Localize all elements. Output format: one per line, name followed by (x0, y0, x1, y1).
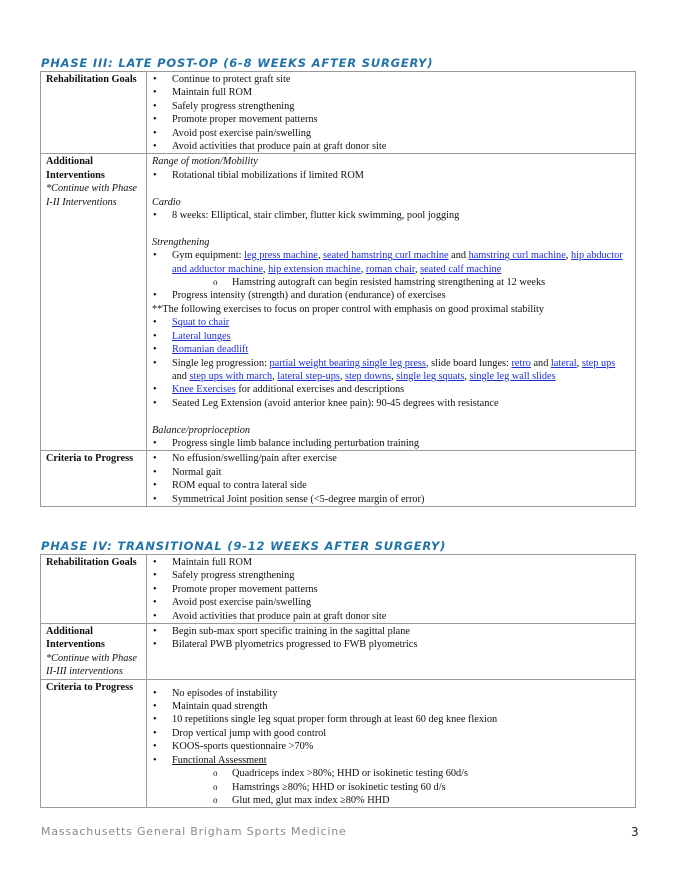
phase4-criteria-content (147, 679, 636, 808)
phase4-table (40, 554, 636, 808)
list-item: o Glut med, glut max index ≥80% HHD (172, 794, 631, 807)
phase3-goals-label: Rehabilitation Goals (46, 74, 137, 85)
phase4-goals-row (41, 555, 636, 624)
knee-exercises-link[interactable]: Knee Exercises (172, 384, 236, 396)
list-item: • Promote proper movement patterns (152, 113, 631, 126)
hamstring-autograft-note: o Hamstring autograft can begin resisted hamstring strengthening at 12 weeks (172, 276, 631, 289)
phase4-criteria-label: Criteria to Progress (46, 681, 134, 693)
list-item: • Safely progress strengthening (152, 100, 631, 113)
functional-assessment-item (152, 754, 631, 808)
single-leg-wall-slides-link[interactable]: single leg wall slides (469, 370, 556, 382)
list-item: • Continue to protect graft site (152, 73, 631, 86)
phase4-goals-label: Rehabilitation Goals (46, 557, 137, 568)
phase3-table (40, 71, 636, 507)
seated-calf-link[interactable]: seated calf machine (420, 263, 502, 275)
phase3-goals-label-cell (41, 72, 147, 154)
page-number: 3 (631, 825, 639, 839)
phase4-criteria-label-cell (41, 679, 147, 808)
list-item: • Knee Exercises for additional exercises and descriptions (152, 383, 631, 396)
list-item: • Seated Leg Extension (avoid anterior knee pain): 90-45 degrees with resistance (152, 397, 631, 410)
list-item (152, 343, 631, 356)
phase4-interventions-note: *Continue with Phase II-III interventions (46, 652, 137, 678)
list-item: • Maintain full ROM (152, 556, 631, 569)
phase3-criteria-row (41, 451, 636, 507)
seated-hamstring-curl-link[interactable]: seated hamstring curl machine (323, 250, 449, 262)
list-item: • No episodes of instability (152, 687, 631, 700)
phase4-goals-content (147, 555, 636, 624)
list-item: • Avoid activities that produce pain at graft donor site (152, 610, 631, 623)
rom-heading: Range of motion/Mobility (152, 156, 258, 168)
phase4-interventions-row (41, 624, 636, 680)
balance-heading: Balance/proprioception (152, 424, 250, 436)
list-item: • Progress single limb balance including perturbation training (152, 437, 631, 450)
single-leg-progression-item: • Single leg progression: partial weight bearing single leg press, slide board lunges: retro and lateral, step ups and step ups with march, lateral step-ups, step downs, single leg squats, single leg wall slides (152, 357, 631, 384)
hip-abductor-adductor-link[interactable]: hip abductor and adductor machine (172, 250, 623, 275)
phase4-interventions-label-cell (41, 624, 147, 680)
step-ups-link[interactable]: step ups (581, 357, 616, 369)
list-item: • Normal gait (152, 466, 631, 479)
list-item: • KOOS-sports questionnaire >70% (152, 740, 631, 753)
phase4-title: PHASE IV: TRANSITIONAL (9-12 WEEKS AFTER SURGERY) (41, 539, 447, 553)
lateral-link[interactable]: lateral (550, 357, 577, 369)
list-item: • Safely progress strengthening (152, 569, 631, 582)
list-item: • Symmetrical Joint position sense (<5-degree margin of error) (152, 493, 631, 506)
step-downs-link[interactable]: step downs (345, 370, 392, 382)
list-item: • 8 weeks: Elliptical, stair climber, flutter kick swimming, pool jogging (152, 209, 631, 222)
phase3-goals-content (147, 72, 636, 154)
phase3-title: PHASE III: LATE POST-OP (6-8 WEEKS AFTER SURGERY) (41, 56, 434, 70)
list-item: • Maintain quad strength (152, 700, 631, 713)
lateral-step-ups-link[interactable]: lateral step-ups (277, 370, 340, 382)
step-ups-march-link[interactable]: step ups with march (189, 370, 273, 382)
phase3-criteria-content (147, 451, 636, 507)
list-item: • ROM equal to contra lateral side (152, 479, 631, 492)
roman-chair-link[interactable]: roman chair (365, 263, 415, 275)
proximal-stability-note: **The following exercises to focus on proper control with emphasis on good proximal stability (152, 303, 545, 315)
list-item: • 10 repetitions single leg squat proper form through at least 60 deg knee flexion (152, 713, 631, 726)
functional-assessment-label: Functional Assessment (172, 754, 267, 766)
hamstring-curl-link[interactable]: hamstring curl machine (468, 250, 566, 262)
leg-press-link[interactable]: leg press machine (244, 250, 318, 262)
footer-org: Massachusetts General Brigham Sports Medicine (41, 825, 347, 838)
list-item (152, 330, 631, 343)
phase3-interventions-label: Additional Interventions (46, 156, 105, 181)
list-item: • Rotational tibial mobilizations if limited ROM (152, 169, 631, 182)
phase4-interventions-content (147, 624, 636, 680)
pwb-single-leg-press-link[interactable]: partial weight bearing single leg press (269, 357, 426, 369)
phase4-goals-label-cell (41, 555, 147, 624)
hip-extension-link[interactable]: hip extension machine (268, 263, 361, 275)
list-item: • Maintain full ROM (152, 86, 631, 99)
list-item (152, 316, 631, 329)
list-item: • Bilateral PWB plyometrics progressed to FWB plyometrics (152, 638, 631, 651)
list-item: • No effusion/swelling/pain after exercise (152, 452, 631, 465)
single-leg-squats-link[interactable]: single leg squats (396, 370, 465, 382)
list-item: • Promote proper movement patterns (152, 583, 631, 596)
phase4-interventions-label: Additional Interventions (46, 626, 105, 651)
romanian-deadlift-link[interactable]: Romanian deadlift (172, 344, 249, 356)
phase3-criteria-label: Criteria to Progress (46, 453, 134, 465)
squat-to-chair-link[interactable]: Squat to chair (172, 317, 230, 329)
list-item: • Begin sub-max sport specific training in the sagittal plane (152, 625, 631, 638)
strengthening-heading: Strengthening (152, 236, 210, 248)
list-item: o Hamstrings ≥80%; HHD or isokinetic testing 60 d/s (172, 781, 631, 794)
lateral-lunges-link[interactable]: Lateral lunges (172, 330, 231, 342)
list-item: • Avoid post exercise pain/swelling (152, 127, 631, 140)
phase3-interventions-row (41, 154, 636, 451)
phase3-criteria-label-cell (41, 451, 147, 507)
list-item: • Avoid post exercise pain/swelling (152, 596, 631, 609)
phase3-interventions-content (147, 154, 636, 451)
phase4-criteria-row (41, 679, 636, 808)
cardio-heading: Cardio (152, 196, 181, 208)
list-item: • Drop vertical jump with good control (152, 727, 631, 740)
gym-equipment-item: • Gym equipment: leg press machine, seated hamstring curl machine and hamstring curl machine, hip abductor and adductor machine, hip extension machine, roman chair, seated calf machine o Hamstring autograft can begin resisted hamstring strengthening at 12 weeks (152, 249, 631, 289)
retro-link[interactable]: retro (511, 357, 531, 369)
phase3-goals-row (41, 72, 636, 154)
list-item: • Avoid activities that produce pain at graft donor site (152, 140, 631, 153)
phase3-interventions-label-cell (41, 154, 147, 451)
list-item: • Progress intensity (strength) and duration (endurance) of exercises (152, 289, 631, 302)
list-item: o Quadriceps index >80%; HHD or isokinetic testing 60d/s (172, 767, 631, 780)
phase3-interventions-note: *Continue with Phase I-II Interventions (46, 183, 137, 208)
